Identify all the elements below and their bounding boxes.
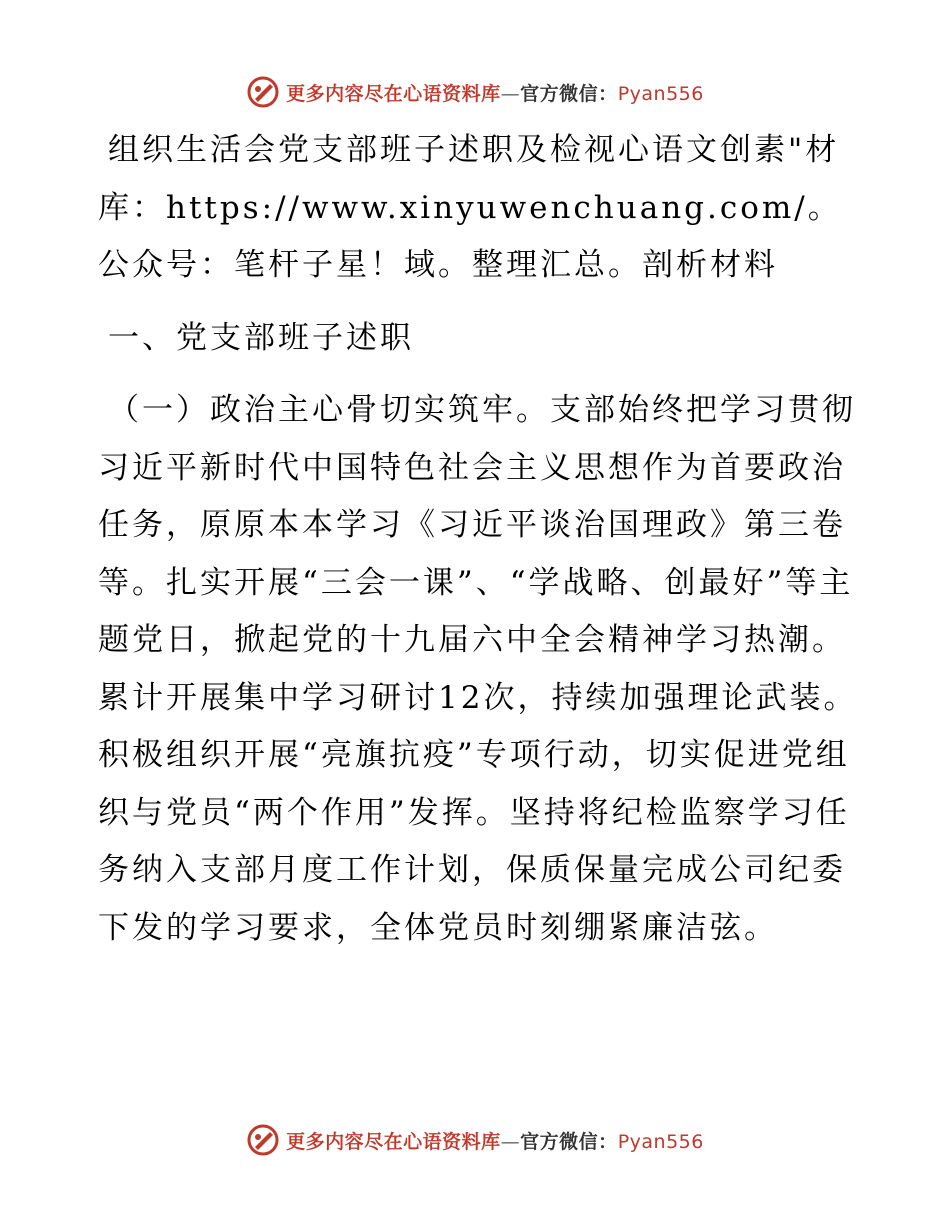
watermark-wechat-handle: Pyan556	[617, 1130, 704, 1153]
brand-logo-icon	[246, 1123, 280, 1157]
section-heading: 一、党支部班子述职	[108, 319, 414, 356]
watermark-wechat-label: 官方微信：	[520, 1130, 618, 1153]
brand-logo-icon	[246, 75, 280, 109]
watermark-brand: 更多内容尽在心语资料库	[286, 82, 501, 105]
watermark-wechat-label: 官方微信：	[520, 82, 618, 105]
document-intro: 组织生活会党支部班子述职及检视心语文创素"材库：https://www.xinyuwenchuang.com/。公众号：笔杆子星！域。整理汇总。剖析材料	[98, 132, 842, 283]
footer-watermark	[0, 1120, 950, 1160]
document-body	[98, 122, 858, 957]
watermark-wechat-handle: Pyan556	[617, 82, 704, 105]
watermark-text	[286, 1127, 704, 1154]
watermark-text	[286, 79, 704, 106]
watermark-brand: 更多内容尽在心语资料库	[286, 1130, 501, 1153]
header-watermark	[0, 72, 950, 112]
paragraph-political: （一）政治主心骨切实筑牢。支部始终把学习贯彻习近平新时代中国特色社会主义思想作为首要政治任务，原原本本学习《习近平谈治国理政》第三卷等。扎实开展“三会一课”、“学战略、创最好”等主题党日，掀起党的十九届六中全会精神学习热潮。累计开展集中学习研讨12次，持续加强理论武装。积极组织开展“亮旗抗疫”专项行动，切实促进党组织与党员“两个作用”发挥。坚持将纪检监察学习任务纳入支部月度工作计划，保质保量完成公司纪委下发的学习要求，全体党员时刻绷紧廉洁弦。	[98, 392, 858, 946]
watermark-dash: —	[500, 82, 521, 105]
watermark-dash: —	[500, 1130, 521, 1153]
